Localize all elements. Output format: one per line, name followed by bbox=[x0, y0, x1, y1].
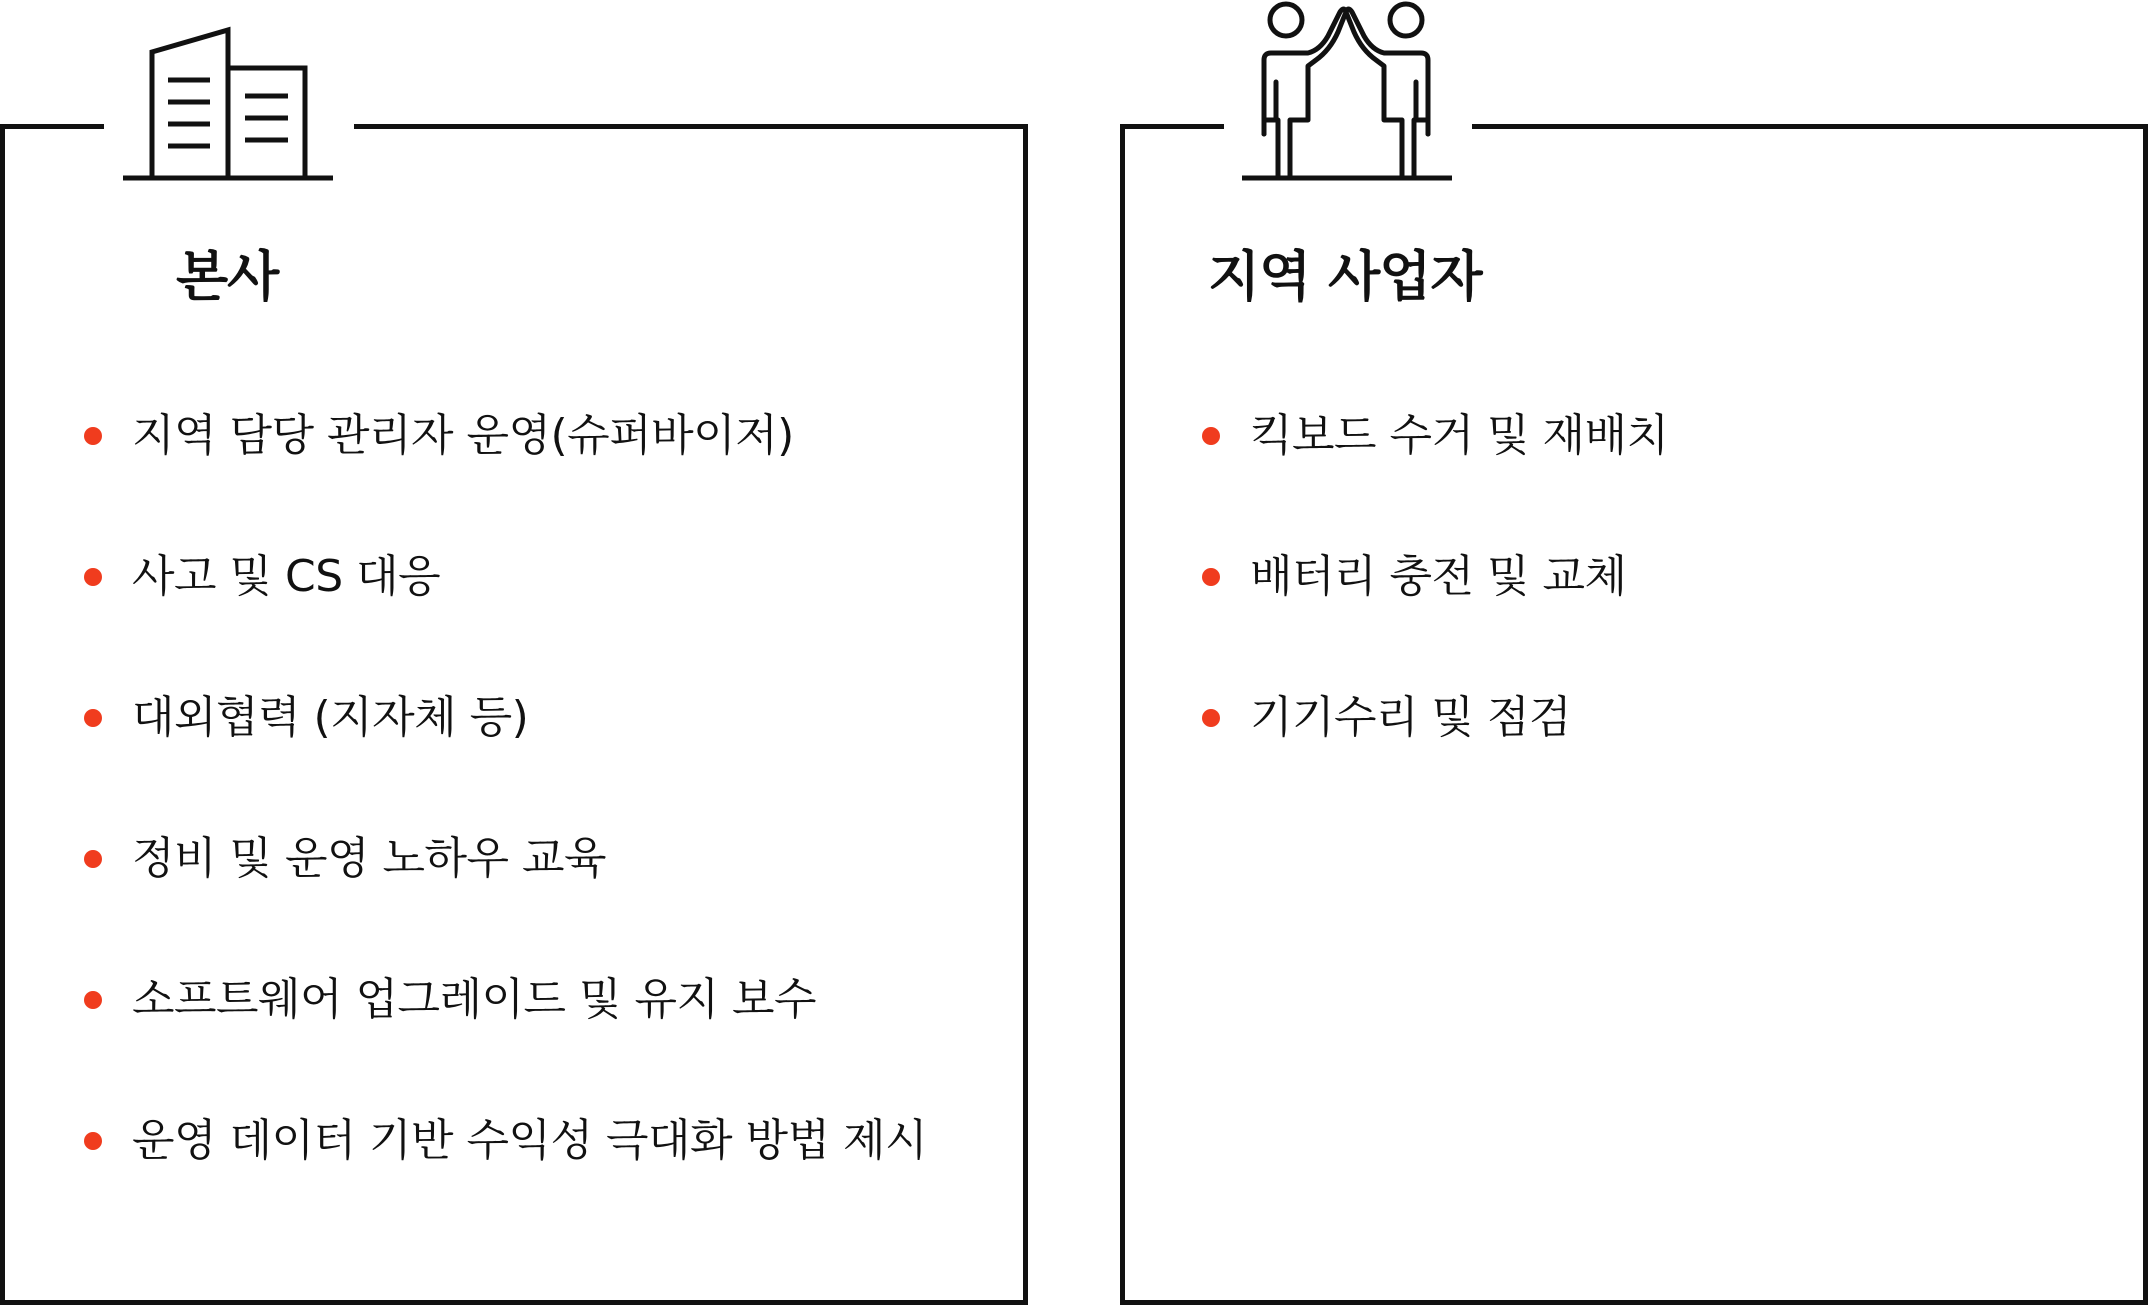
list-item-label: 정비 및 운영 노하우 교육 bbox=[132, 833, 606, 884]
list-item bbox=[84, 687, 927, 828]
list-item bbox=[84, 405, 927, 546]
bullet-dot bbox=[84, 1132, 102, 1150]
list-item-label: 운영 데이터 기반 수익성 극대화 방법 제시 bbox=[132, 1115, 927, 1166]
list-item-label: 대외협력 (지자체 등) bbox=[132, 692, 529, 743]
list-item bbox=[84, 1110, 927, 1251]
list-item-label: 기기수리 및 점검 bbox=[1250, 692, 1571, 743]
bullet-dot bbox=[84, 709, 102, 727]
list-item bbox=[1202, 546, 1669, 687]
list-item bbox=[84, 969, 927, 1110]
bullet-dot bbox=[84, 991, 102, 1009]
office-building-icon bbox=[120, 20, 340, 185]
local-panel-title: 지역 사업자 bbox=[1208, 245, 1482, 308]
list-item bbox=[1202, 405, 1669, 546]
hq-panel-title: 본사 bbox=[176, 245, 279, 308]
local-task-list bbox=[1202, 405, 1669, 828]
bullet-dot bbox=[84, 850, 102, 868]
list-item-label: 배터리 충전 및 교체 bbox=[1250, 551, 1627, 602]
list-item-label: 지역 담당 관리자 운영(슈퍼바이저) bbox=[132, 410, 794, 461]
bullet-dot bbox=[1202, 568, 1220, 586]
bullet-dot bbox=[1202, 709, 1220, 727]
list-item-label: 사고 및 CS 대응 bbox=[132, 551, 441, 602]
high-five-people-icon bbox=[1238, 0, 1458, 184]
list-item-label: 소프트웨어 업그레이드 및 유지 보수 bbox=[132, 974, 817, 1025]
list-item bbox=[84, 546, 927, 687]
bullet-dot bbox=[84, 568, 102, 586]
list-item bbox=[1202, 687, 1669, 828]
bullet-dot bbox=[1202, 427, 1220, 445]
list-item bbox=[84, 828, 927, 969]
list-item-label: 킥보드 수거 및 재배치 bbox=[1250, 410, 1669, 461]
bullet-dot bbox=[84, 427, 102, 445]
hq-task-list bbox=[84, 405, 927, 1251]
